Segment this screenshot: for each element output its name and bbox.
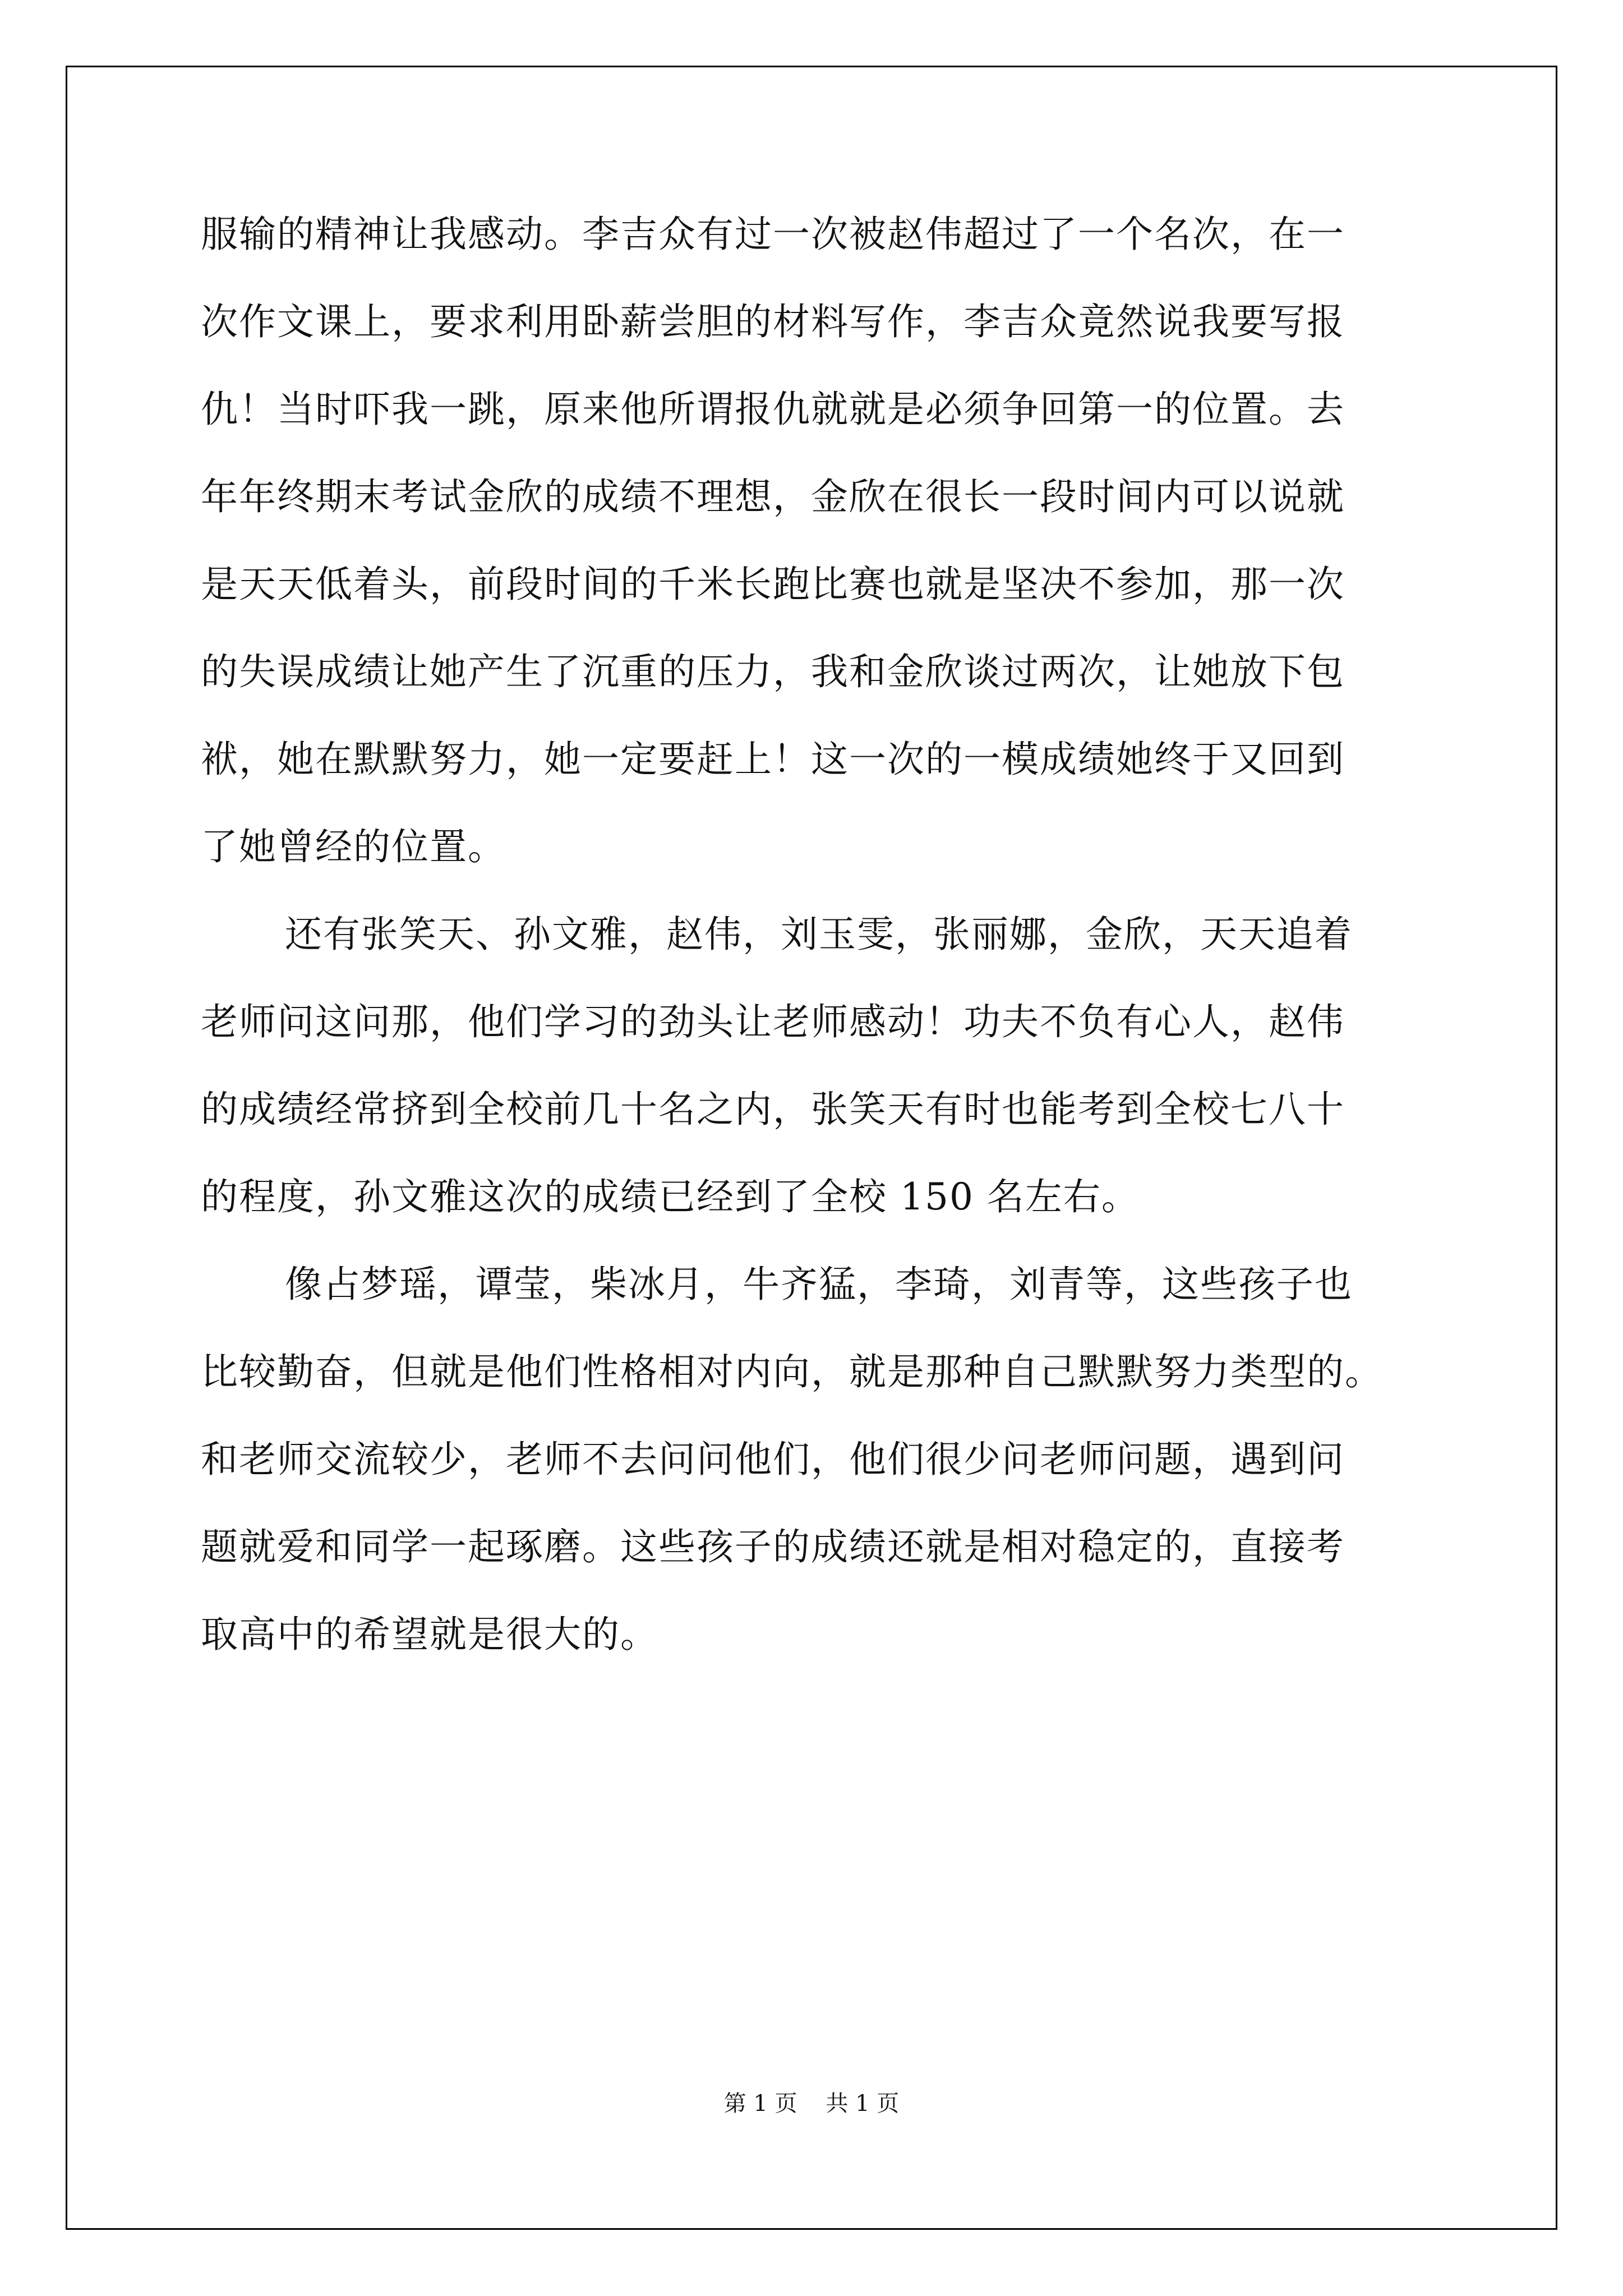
text-line: 的失误成绩让她产生了沉重的压力，我和金欣谈过两次，让她放下包 [201, 650, 1345, 693]
text-line: 的程度，孙文雅这次的成绩已经到了全校 150 名左右。 [201, 1175, 1140, 1218]
paragraph-1 [201, 191, 1432, 891]
text-line: 的成绩经常挤到全校前几十名之内，张笑天有时也能考到全校七八十 [201, 1088, 1345, 1131]
text-line: 题就爱和同学一起琢磨。这些孩子的成绩还就是相对稳定的，直接考 [201, 1525, 1345, 1568]
text-line: 是天天低着头，前段时间的千米长跑比赛也就是坚决不参加，那一次 [201, 563, 1345, 606]
text-line: 取高中的希望就是很大的。 [201, 1613, 658, 1656]
text-line: 还有张笑天、孙文雅，赵伟，刘玉雯，张丽娜，金欣，天天追着 [285, 913, 1353, 956]
paragraph-2 [201, 891, 1432, 1241]
page-footer: 第 1 页 共 1 页 [723, 2091, 900, 2116]
text-line: 服输的精神让我感动。李吉众有过一次被赵伟超过了一个名次，在一 [201, 213, 1345, 256]
text-line: 年年终期末考试金欣的成绩不理想，金欣在很长一段时间内可以说就 [201, 475, 1345, 518]
text-line: 次作文课上，要求利用卧薪尝胆的材料写作，李吉众竟然说我要写报 [201, 300, 1345, 343]
text-line: 了她曾经的位置。 [201, 825, 506, 868]
text-line: 和老师交流较少，老师不去问问他们，他们很少问老师问题，遇到问 [201, 1438, 1345, 1481]
text-line: 袱，她在默默努力，她一定要赶上！这一次的一模成绩她终于又回到 [201, 738, 1345, 781]
document-body [201, 191, 1432, 1678]
text-line: 老师问这问那，他们学习的劲头让老师感动！功夫不负有心人，赵伟 [201, 1000, 1345, 1043]
paragraph-3 [201, 1241, 1432, 1678]
text-line: 仇！当时吓我一跳，原来他所谓报仇就就是必须争回第一的位置。去 [201, 388, 1345, 431]
text-line: 像占梦瑶，谭莹，柴冰月，牛齐猛，李琦，刘青等，这些孩子也 [285, 1263, 1353, 1306]
text-line: 比较勤奋，但就是他们性格相对内向，就是那种自己默默努力类型的。 [201, 1350, 1383, 1393]
